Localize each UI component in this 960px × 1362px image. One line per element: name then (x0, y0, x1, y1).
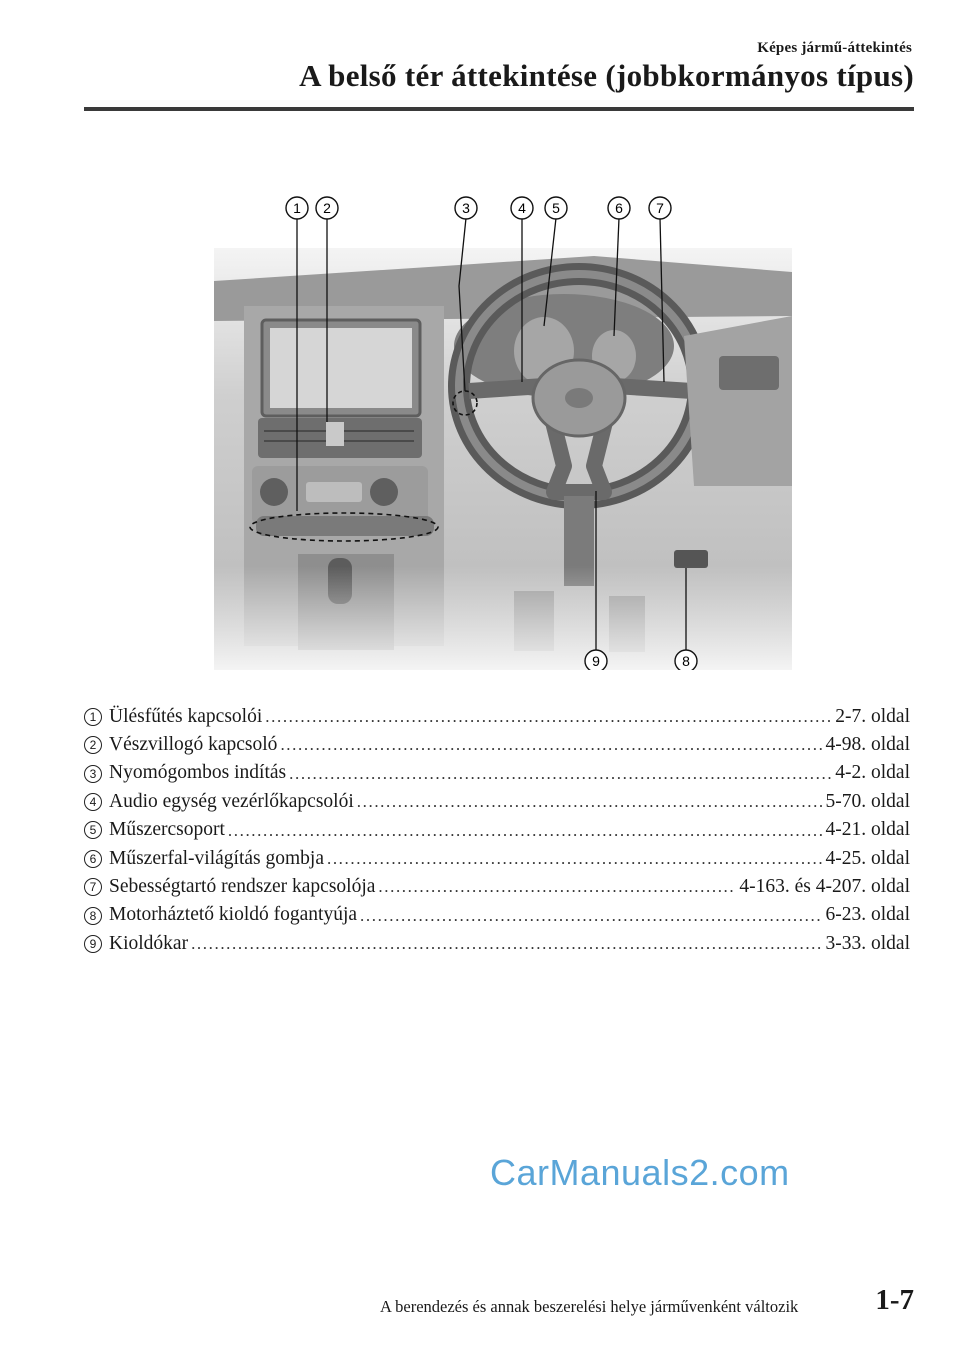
item-label: Műszerfal-világítás gombja (109, 847, 324, 869)
dot-leader (360, 901, 822, 929)
list-item (84, 759, 910, 787)
page-reference: 3-33. oldal (825, 932, 910, 954)
right-vent (719, 356, 779, 390)
page-reference: 4-25. oldal (825, 847, 910, 869)
page-reference: 4-163. és 4-207. oldal (739, 875, 910, 897)
dot-leader (280, 730, 822, 758)
item-number: 2 (84, 736, 102, 754)
list-item (84, 872, 910, 900)
item-number: 8 (84, 907, 102, 925)
dot-leader (265, 702, 832, 730)
callout-9: 9 (592, 653, 600, 669)
callout-4: 4 (518, 200, 526, 216)
dot-leader (191, 929, 822, 957)
right-knob (370, 478, 398, 506)
dot-leader (228, 816, 823, 844)
page-reference: 4-2. oldal (835, 762, 910, 784)
hood-release-shape (674, 550, 708, 568)
interior-illustration (214, 186, 792, 670)
item-number: 3 (84, 765, 102, 783)
watermark-link[interactable]: CarManuals2.com (490, 1152, 790, 1193)
dot-leader (378, 872, 736, 900)
seat-heater-strip (256, 516, 434, 536)
item-label: Sebességtartó rendszer kapcsolója (109, 875, 376, 897)
header-divider (84, 107, 914, 111)
item-number: 1 (84, 708, 102, 726)
item-label: Nyomógombos indítás (109, 762, 287, 784)
item-label: Motorháztető kioldó fogantyúja (109, 904, 358, 926)
callout-2: 2 (323, 200, 331, 216)
item-label: Kioldókar (109, 932, 189, 954)
dot-leader (357, 787, 823, 815)
item-label: Ülésfűtés kapcsolói (109, 705, 263, 727)
list-item (84, 816, 910, 844)
item-number: 9 (84, 935, 102, 953)
item-label: Műszercsoport (109, 819, 225, 841)
screen-glass (270, 328, 412, 408)
callout-7: 7 (656, 200, 664, 216)
page-number: 1-7 (875, 1284, 914, 1316)
page-reference: 2-7. oldal (835, 705, 910, 727)
hazard-switch-shape (326, 422, 344, 446)
item-number: 7 (84, 878, 102, 896)
item-number: 6 (84, 850, 102, 868)
page-reference: 6-23. oldal (825, 904, 910, 926)
callout-1: 1 (293, 200, 301, 216)
footer-note: A berendezés és annak beszerelési helye járművenként változik (380, 1297, 799, 1316)
callout-3: 3 (462, 200, 470, 216)
list-item (84, 929, 910, 957)
item-label: Vészvillogó kapcsoló (109, 733, 278, 755)
dot-leader (289, 759, 832, 787)
item-number: 5 (84, 821, 102, 839)
page-title: A belső tér áttekintése (jobbkormányos típus) (299, 58, 914, 93)
list-item (84, 844, 910, 872)
page-reference: 4-21. oldal (825, 819, 910, 841)
list-item (84, 702, 910, 730)
list-item (84, 787, 910, 815)
dot-leader (327, 844, 823, 872)
page-reference: 5-70. oldal (825, 790, 910, 812)
right-dash (684, 316, 792, 486)
component-list (84, 702, 910, 958)
section-title: Képes jármű-áttekintés (757, 40, 912, 56)
list-item (84, 730, 910, 758)
dashboard-drawing (214, 186, 792, 670)
callout-8: 8 (682, 653, 690, 669)
callout-6: 6 (615, 200, 623, 216)
left-knob (260, 478, 288, 506)
callout-5: 5 (552, 200, 560, 216)
list-item (84, 901, 910, 929)
page-reference: 4-98. oldal (825, 733, 910, 755)
item-label: Audio egység vezérlőkapcsolói (109, 790, 354, 812)
item-number: 4 (84, 793, 102, 811)
